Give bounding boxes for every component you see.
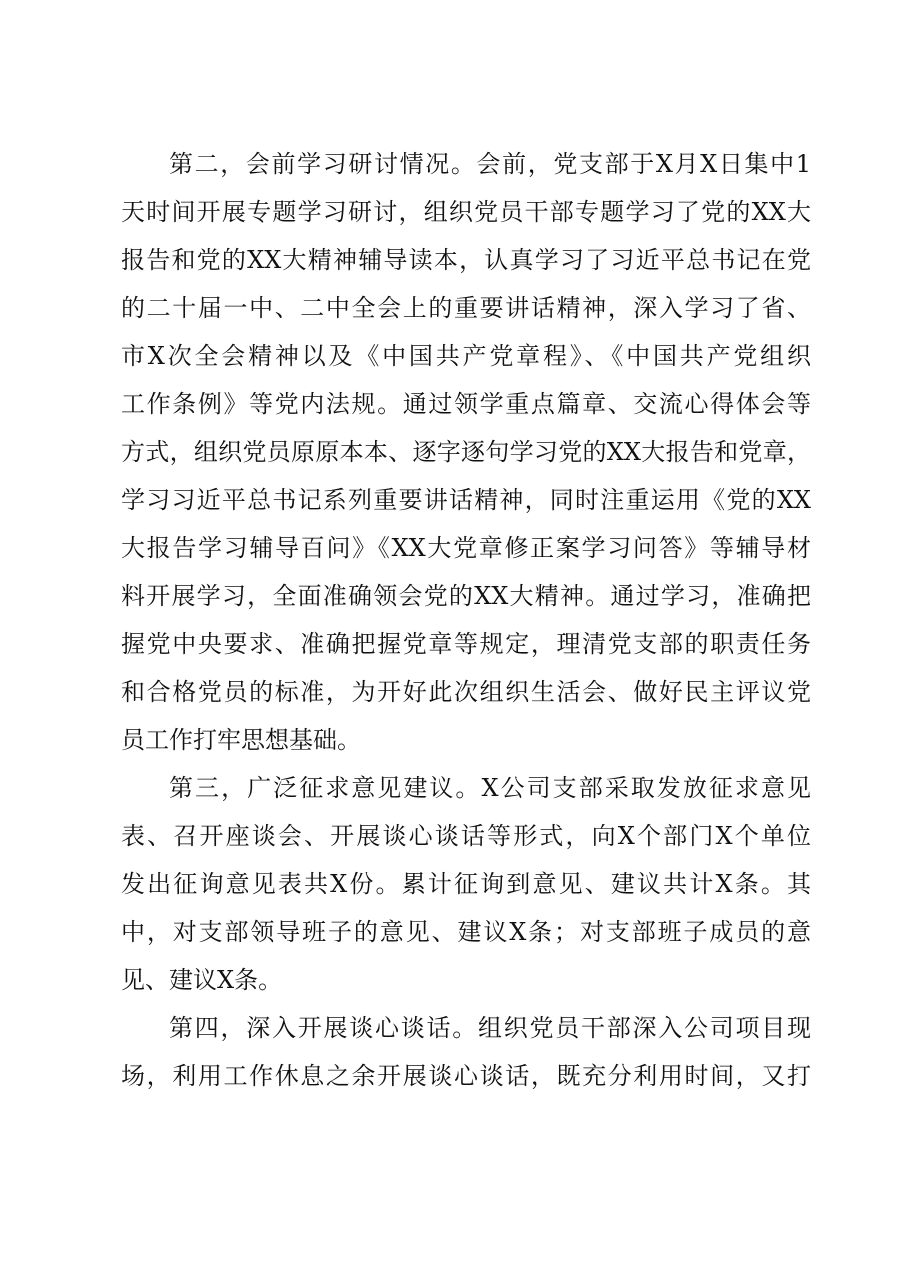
paragraph-line: 报告和党的XX大精神辅导读本，认真学习了习近平总书记在党 — [121, 246, 811, 274]
paragraph-line: 工作条例》等党内法规。通过领学重点篇章、交流心得体会等 — [121, 390, 811, 418]
paragraph-line: 的二十届一中、二中全会上的重要讲话精神，深入学习了省、 — [121, 294, 811, 322]
paragraph-line: 发出征询意见表共X份。累计征询到意见、建议共计X条。其 — [121, 870, 811, 898]
paragraph-line: 市X次全会精神以及《中国共产党章程》、《中国共产党组织 — [121, 342, 811, 370]
paragraph-line: 方式，组织党员原原本本、逐字逐句学习党的XX大报告和党章， — [121, 438, 811, 466]
paragraph-line: 大报告学习辅导百问》《XX大党章修正案学习问答》等辅导材 — [121, 534, 811, 562]
paragraph-line: 天时间开展专题学习研讨，组织党员干部专题学习了党的XX大 — [121, 198, 811, 226]
paragraph-line: 第四，深入开展谈心谈话。组织党员干部深入公司项目现 — [169, 1014, 811, 1042]
paragraph-line: 第二，会前学习研讨情况。会前，党支部于X月X日集中1 — [169, 150, 811, 178]
paragraph-line: 第三，广泛征求意见建议。X公司支部采取发放征求意见 — [169, 774, 811, 802]
paragraph-line: 场，利用工作休息之余开展谈心谈话，既充分利用时间，又打 — [121, 1062, 811, 1090]
paragraph-line: 学习习近平总书记系列重要讲话精神，同时注重运用《党的XX — [121, 486, 811, 514]
paragraph-line: 表、召开座谈会、开展谈心谈话等形式，向X个部门X个单位 — [121, 822, 811, 850]
paragraph-solicit-opinions — [121, 764, 811, 1004]
paragraph-line: 和合格党员的标准，为开好此次组织生活会、做好民主评议党 — [121, 678, 811, 706]
paragraph-line: 料开展学习，全面准确领会党的XX大精神。通过学习，准确把 — [121, 582, 811, 610]
document-body — [121, 140, 811, 1100]
paragraph-line: 员工作打牢思想基础。 — [121, 726, 361, 754]
paragraph-line: 中，对支部领导班子的意见、建议X条；对支部班子成员的意 — [121, 918, 811, 946]
paragraph-heart-to-heart-talks — [121, 1004, 811, 1100]
paragraph-line: 见、建议X条。 — [121, 966, 283, 994]
paragraph-line: 握党中央要求、准确把握党章等规定，理清党支部的职责任务 — [121, 630, 811, 658]
paragraph-pre-meeting-study — [121, 140, 811, 764]
